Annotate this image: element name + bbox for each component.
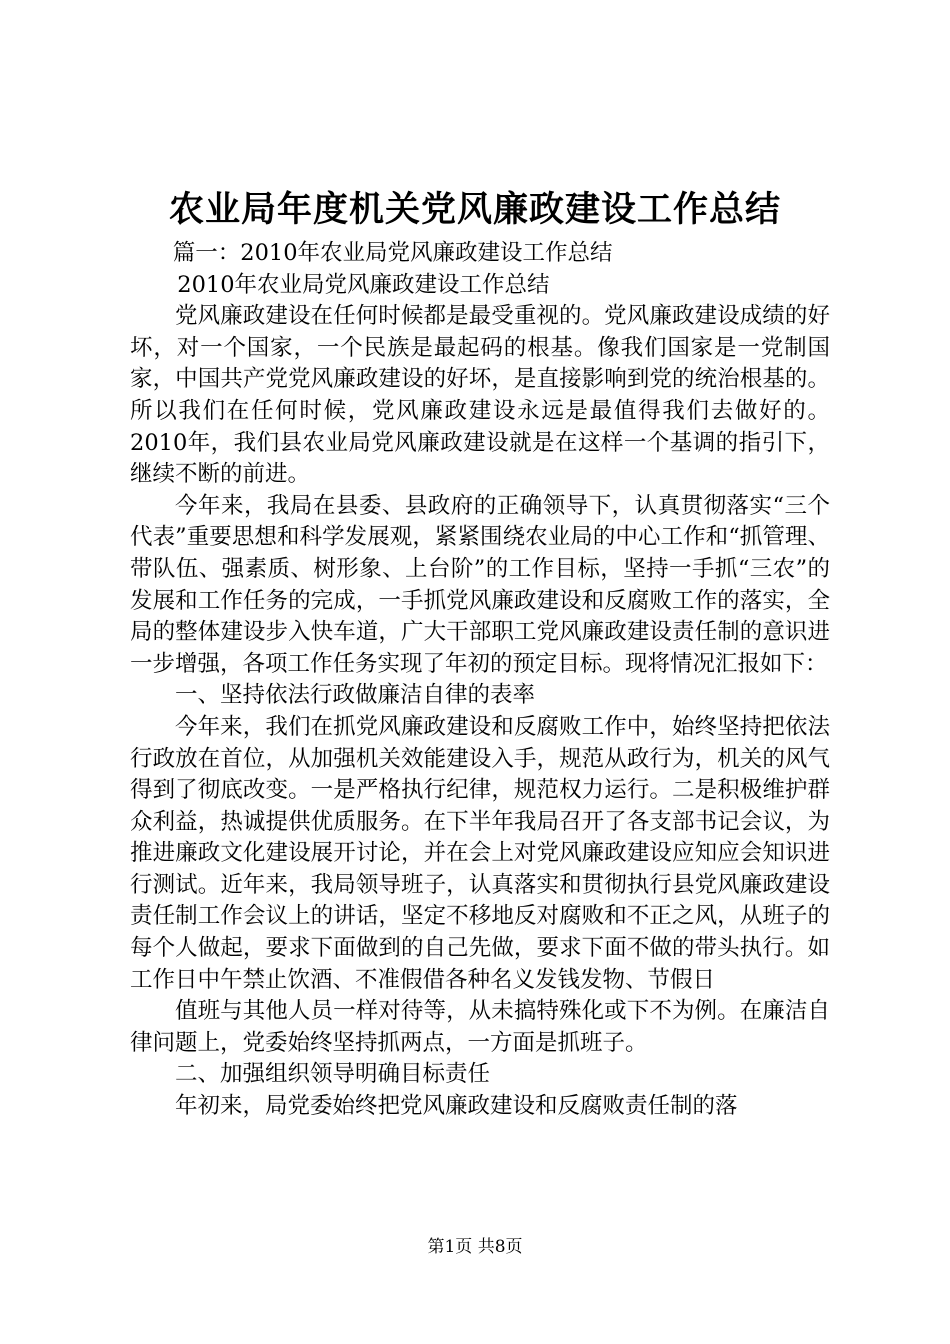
paragraph-subtitle-1: 篇一：2010年农业局党风廉政建设工作总结 — [172, 240, 613, 266]
section-heading: 一、坚持依法行政做廉洁自律的表率 — [175, 682, 536, 709]
paragraph: 年初来，局党委始终把党风廉政建设和反腐败责任制的落 — [175, 1093, 738, 1120]
paragraph: 党风廉政建设在任何时候都是最受重视的。党风廉政建设成绩的好坏，对一个国家，一个民族是最起码的根基。像我们国家是一党制国家，中国共产党党风廉政建设的好坏，是直接影响到党的统治根基的。所以我们在任何时候，党风廉政建设永远是最值得我们去做好的。2010年，我们县农业局党风廉政建设就是在这样一个基调的指引下，继续不断的前进。 — [130, 303, 830, 488]
section-heading: 二、加强组织领导明确目标责任 — [175, 1061, 491, 1088]
document-body — [130, 238, 830, 1123]
paragraph-subtitle-2: 2010年农业局党风廉政建设工作总结 — [177, 271, 550, 298]
document-title: 农业局年度机关党风廉政建设工作总结 — [168, 189, 781, 230]
paragraph: 今年来，我局在县委、县政府的正确领导下，认真贯彻落实“三个代表”重要思想和科学发展观，紧紧围绕农业局的中心工作和“抓管理、带队伍、强素质、树形象、上台阶”的工作目标，坚持一手抓“三农”的发展和工作任务的完成，一手抓党风廉政建设和反腐败工作的落实，全局的整体建设步入快车道，广大干部职工党风廉政建设责任制的意识进一步增强，各项工作任务实现了年初的预定目标。现将情况汇报如下： — [130, 492, 830, 677]
paragraph: 值班与其他人员一样对待等，从未搞特殊化或下不为例。在廉洁自律问题上，党委始终坚持抓两点，一方面是抓班子。 — [130, 998, 830, 1056]
page-footer: 第1页 共8页 — [427, 1237, 523, 1257]
paragraph: 今年来，我们在抓党风廉政建设和反腐败工作中，始终坚持把依法行政放在首位，从加强机关效能建设入手，规范从政行为，机关的风气得到了彻底改变。一是严格执行纪律，规范权力运行。二是积极维护群众利益，热诚提供优质服务。在下半年我局召开了各支部书记会议，为推进廉政文化建设展开讨论，并在会上对党风廉政建设应知应会知识进行测试。近年来，我局领导班子，认真落实和贯彻执行县党风廉政建设责任制工作会议上的讲话，坚定不移地反对腐败和不正之风，从班子的每个人做起，要求下面做到的自己先做，要求下面不做的带头执行。如工作日中午禁止饮酒、不准假借各种名义发钱发物、节假日 — [130, 713, 830, 993]
